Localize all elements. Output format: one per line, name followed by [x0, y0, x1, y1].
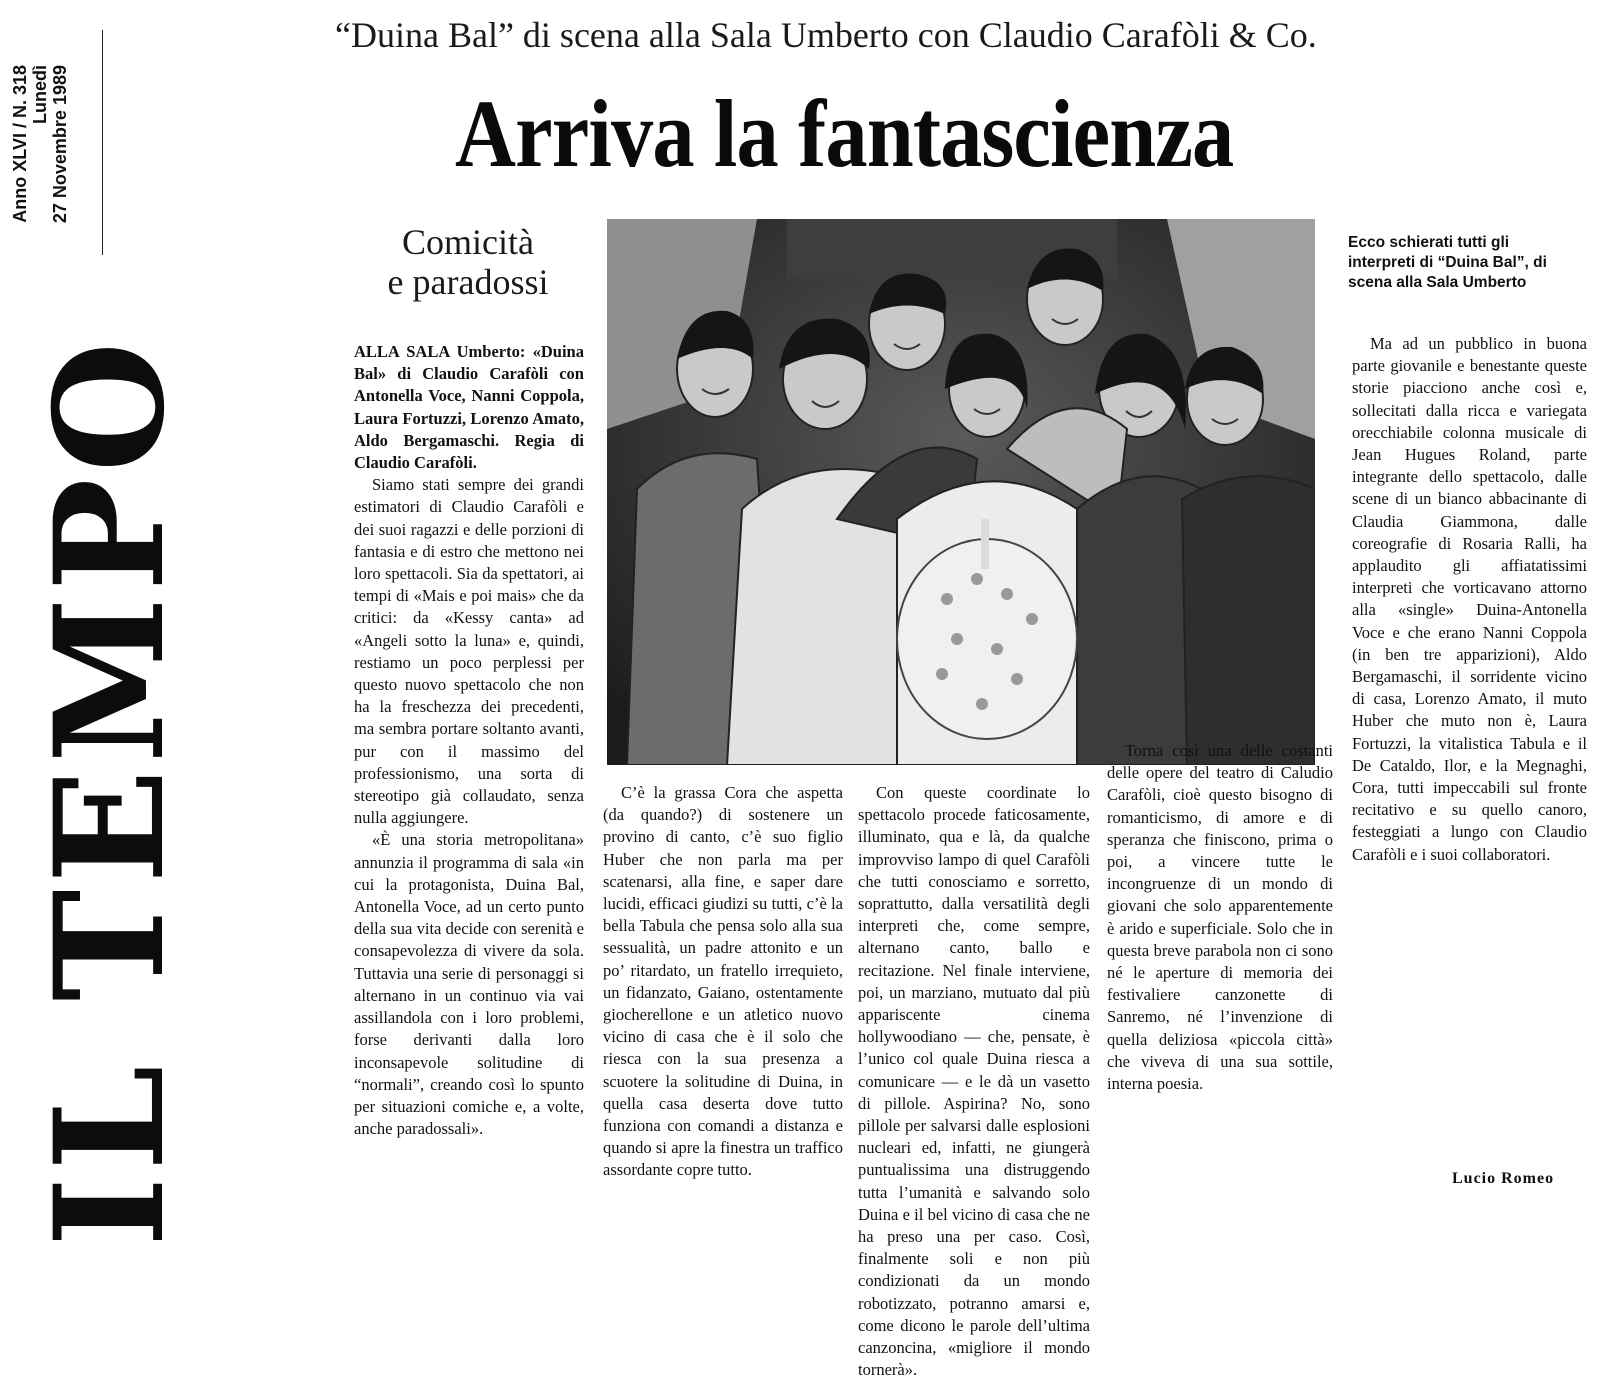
- photo-caption: Ecco schierati tutti gli interpreti di “Duina Bal”, di scena alla Sala Umberto: [1348, 234, 1547, 291]
- cast-photo-image: [607, 219, 1315, 765]
- article-column-1: [354, 341, 584, 1140]
- article-paragraph-6: Ma ad un pubblico in buona parte giovanile e benestante queste storie piacciono anche così e, sollecitati dalla ricca e variegata orecchiabile colonna musicale di Jean Hugues Roland, parte integrante dello spettacolo, dalle scene di un bianco abbacinante di Claudia Giammona, dalle coreografie di Rosaria Ralli, ha applaudito gli affiatatissimi interpreti che vorticavano attorno alla «single» Duina-Antonella Voce e che erano Nanni Coppola (in ben tre apparizioni), Aldo Bergamaschi, il sorridente vicino di casa, Lorenzo Amato, il muto Huber che muto non è, Laura Fortuzzi, la vitalistica Tabula e il De Cataldo, Ilor, e la Megnaghi, Cora, tutti impeccabili sul fronte recitativo e su quello canoro, festeggiati a lungo con Claudio Carafòli e i suoi collaboratori.: [1352, 334, 1587, 864]
- article-column-2: [603, 782, 843, 1182]
- article-column-4: [1107, 740, 1333, 1095]
- kicker: “Duina Bal” di scena alla Sala Umberto con Claudio Carafòli & Co.: [335, 15, 1317, 55]
- cast-photo: [607, 219, 1315, 765]
- article-paragraph-4: Con queste coordinate lo spettacolo procede faticosamente, illuminato, qua e là, da qualche improvviso lampo di quel Carafòli che tutti conosciamo e sorretto, soprattutto, dalla versatilità degli interpreti che, come sempre, alternano canto, ballo e recitazione. Nel finale interviene, poi, un marziano, mutuato dal più appariscente cinema hollywoodiano — che, pensate, è l’unico col quale Duina riesca a comunicare — e le dà un vasetto di pillole. Aspirina? No, sono pillole per salvarsi dalle esplosioni nucleari ed, infatti, ne giungerà puntualissima una distruggendo tutta l’umanità e salvando solo Duina e il bel vicino di casa che ne ha preso una per caso. Così, finalmente soli e non più condizionati da un mondo robotizzato, potranno amarsi e, come dicono le parole dell’ultima canzoncina, «migliore il mondo tornerà».: [858, 783, 1090, 1380]
- masthead: IL TEMPO: [22, 335, 198, 1247]
- article-credits: ALLA SALA Umberto: «Duina Bal» di Claudio Carafòli con Antonella Voce, Nanni Coppola, Laura Fortuzzi, Lorenzo Amato, Aldo Bergamaschi. Regia di Claudio Carafòli.: [354, 342, 584, 473]
- subhead-line-1: Comicità: [402, 222, 534, 262]
- author-byline: Lucio Romeo: [1452, 1170, 1555, 1187]
- issue-dateline: [10, 65, 100, 265]
- article-paragraph-3: C’è la grassa Cora che aspetta (da quando?) di sostenere un provino di canto, c’è suo figlio Huber che non parla ma per scatenarsi, alla fine, e saper dare lucidi, efficaci giudizi su tutti, c’è la bella Tabula che pensa solo alla sua sessualità, un padre attonito e un po’ ritardato, un fratello irrequieto, un fidanzato, Gaiano, ostentamente giocherellone e un atletico nuovo vicino di casa che è il solo che riesca con la sua presenza a scuotere la solitudine di Duina, in quella casa deserta dove tutto funziona con comandi a distanza e quando si apre la finestra un traffico assordante copre tutto.: [603, 783, 843, 1180]
- issue-weekday: Lunedì: [30, 65, 50, 124]
- subhead-line-2: e paradossi: [387, 262, 549, 302]
- subhead: [348, 222, 588, 302]
- dateline-rule: [102, 30, 103, 255]
- article-column-3: [858, 782, 1090, 1381]
- article-column-5: [1352, 333, 1587, 866]
- article-paragraph-5: Torna così una delle costanti delle opere del teatro di Caludio Carafòli, cioè questo bisogno di romanticismo, di amore e di speranza che finiscono, prima o poi, a vincere tutte le incongruenze di un mondo di giovani che solo apparentemente è arido e superficiale. Solo che in questa breve parabola non ci sono né le aperture di memoria dei festivaliere canzonette di Sanremo, né l’invenzione di quella deliziosa «piccola città» che viveva di una sua sottile, interna poesia.: [1107, 741, 1333, 1094]
- headline: Arriva la fantascienza: [455, 80, 1234, 187]
- issue-date: 27 Novembre 1989: [50, 65, 70, 224]
- article-paragraph-2: «È una storia metropolitana» annunzia il programma di sala «in cui la protagonista, Duina Bal, Antonella Voce, ad un certo punto della sua vita decide con serenità e consapevolezza di vivere da sola. Tuttavia una serie di personaggi si alternano in un continuo via vai assillandola con i loro problemi, forse derivanti dalla loro inconsapevole solitudine di “normali”, creando così lo spunto per situazioni comiche e, a volte, anche paradossali».: [354, 830, 584, 1139]
- issue-number: Anno XLVI / N. 318: [10, 65, 30, 223]
- article-paragraph-1: Siamo stati sempre dei grandi estimatori di Claudio Carafòli e dei suoi ragazzi e delle porzioni di fantasia e di estro che mettono nei loro spettacoli. Sia da spettatori, ai tempi di «Mais e poi mais» che da critici: da «Kessy canta» ad «Angeli sotto la luna» e, quindi, restiamo un poco perplessi per questo nuovo spettacolo che non ha la freschezza dei precedenti, ma sembra portare soltanto avanti, pur con il massimo del professionismo, una sorta di stereotipo già collaudato, senza nulla aggiungere.: [354, 475, 584, 828]
